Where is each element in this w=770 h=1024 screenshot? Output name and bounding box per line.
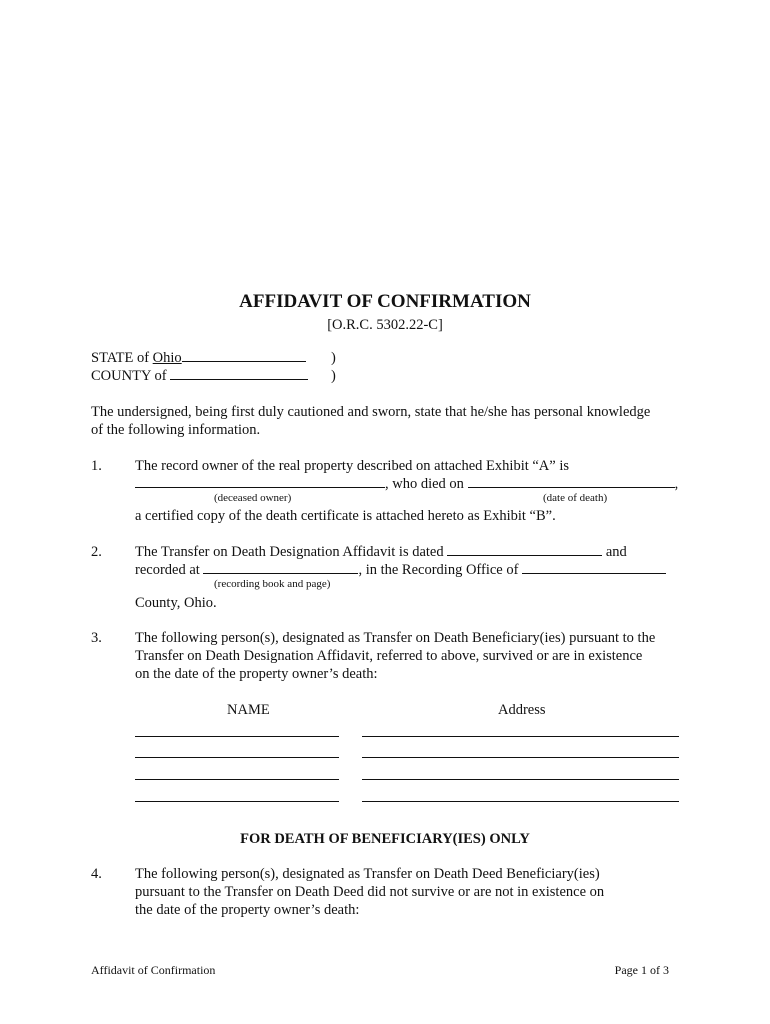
p4-line-2: pursuant to the Transfer on Death Deed did not survive or are not in existence on xyxy=(135,884,605,900)
state-value: Ohio xyxy=(152,350,182,366)
recording-office-text: , in the Recording Office of xyxy=(358,562,519,578)
column-header-name: NAME xyxy=(227,702,270,718)
date-of-death-blank[interactable] xyxy=(468,475,675,488)
column-header-address: Address xyxy=(498,702,546,718)
document-title: AFFIDAVIT OF CONFIRMATION xyxy=(239,291,531,312)
state-line xyxy=(91,349,306,367)
p2-line-2 xyxy=(135,561,666,579)
caption-deceased-owner: (deceased owner) xyxy=(214,492,292,504)
p1-number: 1. xyxy=(91,458,102,474)
p4-line-3: the date of the property owner’s death: xyxy=(135,902,360,918)
p1-line-3: a certified copy of the death certificate is attached hereto as Exhibit “B”. xyxy=(135,508,556,524)
county-blank[interactable] xyxy=(170,367,308,380)
beneficiary-address-line[interactable] xyxy=(362,736,679,737)
dated-blank[interactable] xyxy=(447,543,602,556)
county-label: COUNTY of xyxy=(91,368,167,384)
state-label: STATE of xyxy=(91,350,150,366)
beneficiary-address-line[interactable] xyxy=(362,779,679,780)
p1-line-2 xyxy=(135,475,678,493)
p2-and-text: and xyxy=(605,544,627,560)
caption-date-of-death: (date of death) xyxy=(543,492,608,504)
county-line xyxy=(91,367,308,385)
county-paren: ) xyxy=(331,368,336,384)
caption-recording-book: (recording book and page) xyxy=(214,578,331,590)
beneficiary-name-line[interactable] xyxy=(135,801,339,802)
beneficiary-name-line[interactable] xyxy=(135,779,339,780)
state-paren: ) xyxy=(331,350,336,366)
p2-number: 2. xyxy=(91,544,102,560)
beneficiary-address-line[interactable] xyxy=(362,801,679,802)
who-died-on-text: , who died on xyxy=(385,476,464,492)
beneficiary-name-line[interactable] xyxy=(135,757,339,758)
p3-number: 3. xyxy=(91,630,102,646)
recording-office-blank[interactable] xyxy=(522,561,666,574)
intro-line-1: The undersigned, being first duly cautioned and sworn, state that he/she has personal knowledge xyxy=(91,404,651,420)
intro-line-2: of the following information. xyxy=(91,422,261,438)
statute-citation: [O.R.C. 5302.22-C] xyxy=(327,317,443,333)
beneficiary-address-line[interactable] xyxy=(362,757,679,758)
section-heading: FOR DEATH OF BENEFICIARY(IES) ONLY xyxy=(240,831,530,847)
p2-line-3: County, Ohio. xyxy=(135,595,217,611)
footer-document-name: Affidavit of Confirmation xyxy=(91,963,216,977)
deceased-owner-blank[interactable] xyxy=(135,475,385,488)
p3-line-2: Transfer on Death Designation Affidavit, referred to above, survived or are in existence xyxy=(135,648,643,664)
p4-number: 4. xyxy=(91,866,102,882)
p1-line-1: The record owner of the real property described on attached Exhibit “A” is xyxy=(135,458,570,474)
p4-line-1: The following person(s), designated as Transfer on Death Deed Beneficiary(ies) xyxy=(135,866,600,882)
recording-book-blank[interactable] xyxy=(203,561,358,574)
footer-page-number: Page 1 of 3 xyxy=(614,963,669,977)
recorded-at-text: recorded at xyxy=(135,562,200,578)
p2-dated-text: The Transfer on Death Designation Affidavit is dated xyxy=(135,544,444,560)
state-blank[interactable] xyxy=(182,349,306,362)
p3-line-3: on the date of the property owner’s death: xyxy=(135,666,378,682)
p3-line-1: The following person(s), designated as Transfer on Death Beneficiary(ies) pursuant to the xyxy=(135,630,656,646)
p2-line-1 xyxy=(135,543,627,561)
beneficiary-name-line[interactable] xyxy=(135,736,339,737)
p1-trailing-comma: , xyxy=(674,476,679,492)
